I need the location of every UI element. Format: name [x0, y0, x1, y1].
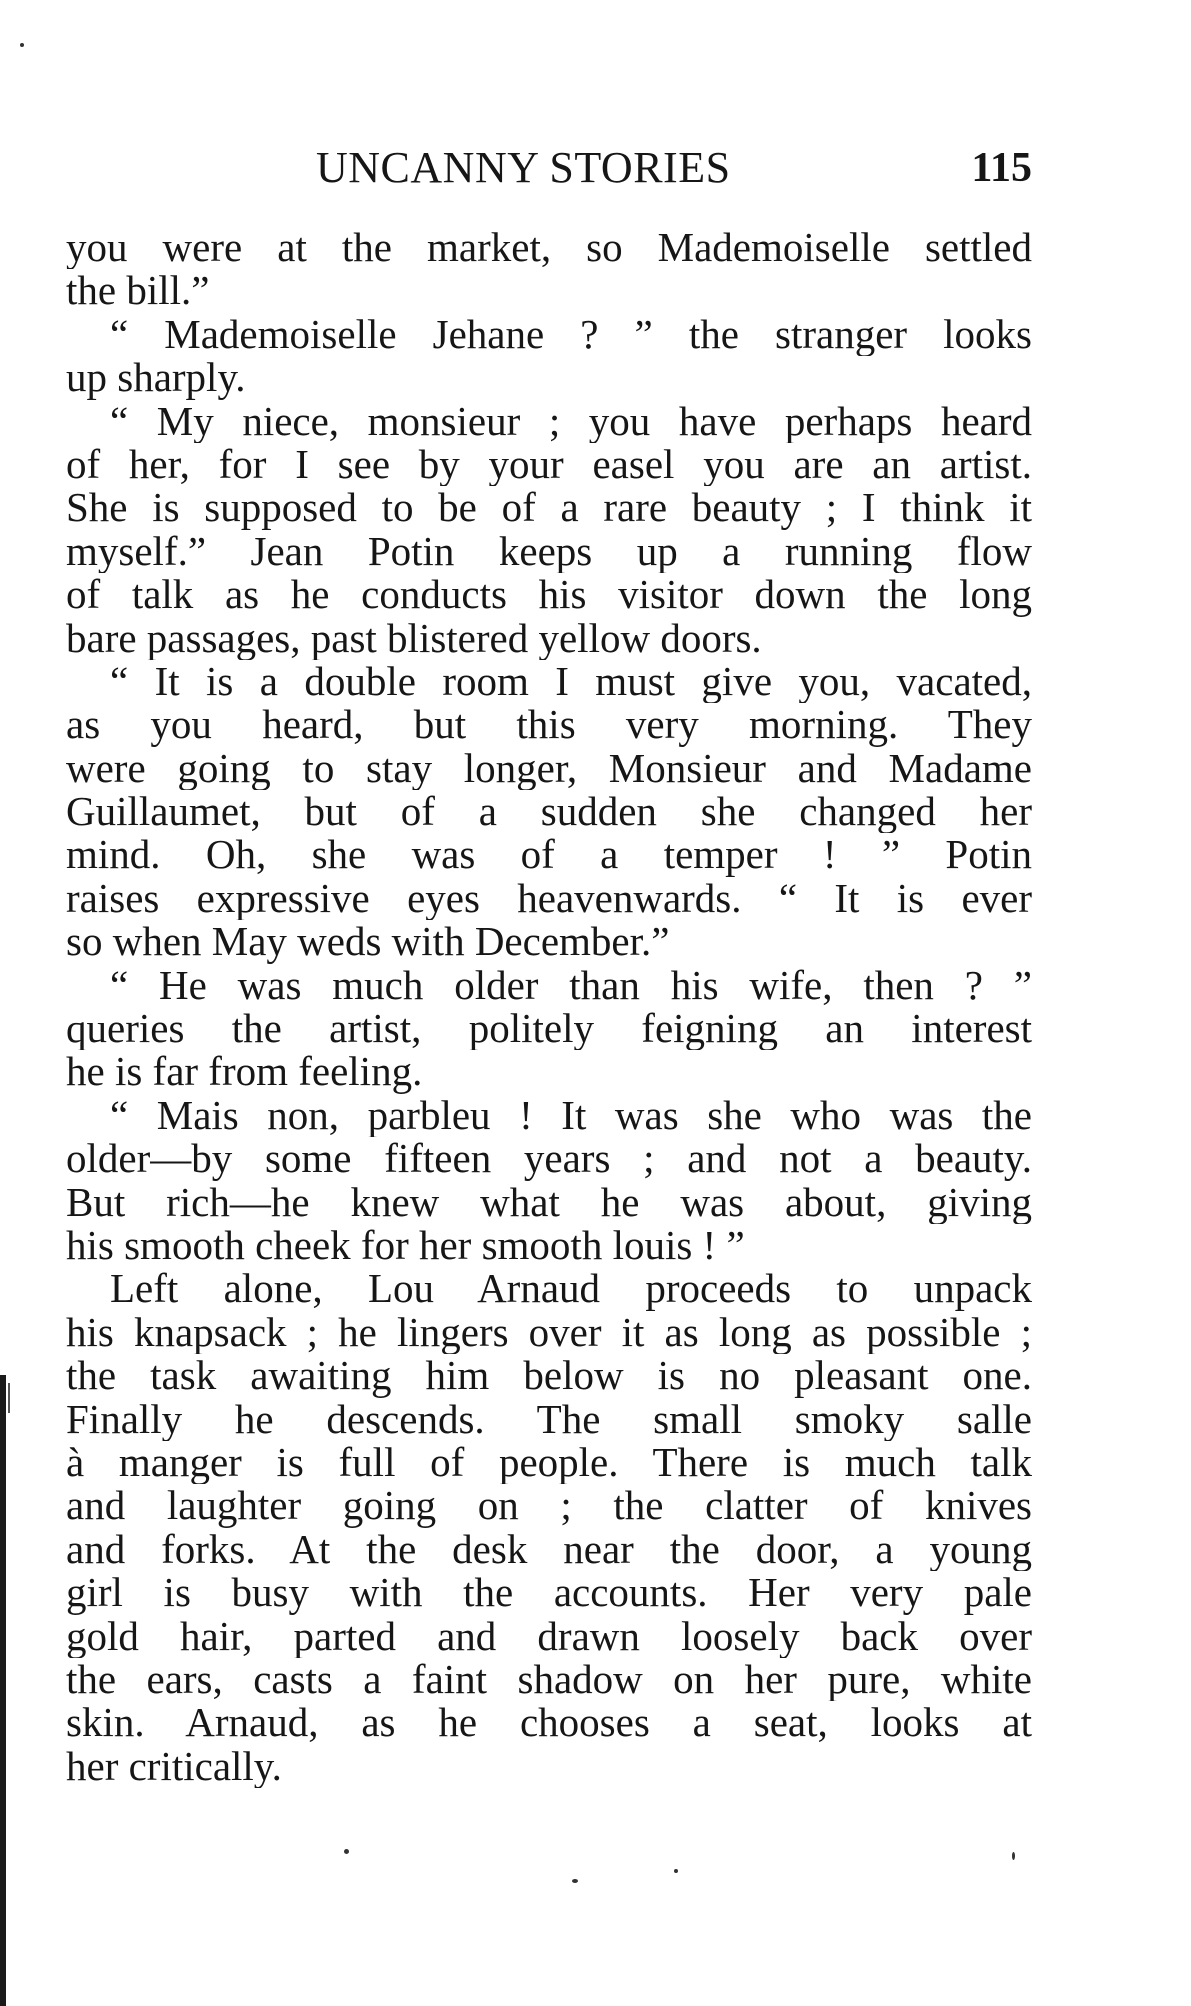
text-line: She is supposed to be of a rare beauty ; I think it — [66, 486, 1032, 530]
text-line: and laughter going on ; the clatter of knives — [66, 1484, 1032, 1528]
page-edge-mark — [8, 1383, 10, 1413]
text-line: mind. Oh, she was of a temper ! ” Potin — [66, 833, 1032, 877]
text-line: myself.” Jean Potin keeps up a running flow — [66, 529, 1032, 574]
print-speck — [20, 43, 24, 47]
text-line: the bill.” — [66, 269, 210, 313]
print-speck — [572, 1879, 578, 1883]
text-line: older—by some fifteen years ; and not a beauty. — [66, 1137, 1032, 1181]
running-header — [66, 138, 1032, 198]
text-line: he is far from feeling. — [66, 1050, 423, 1094]
page-number: 115 — [971, 145, 1032, 191]
text-line: “ He was much older than his wife, then ? ” — [110, 963, 1032, 1008]
text-line: “ It is a double room I must give you, vacated, — [110, 659, 1032, 704]
text-line: his smooth cheek for her smooth louis ! ” — [66, 1223, 745, 1268]
print-speck — [1012, 1852, 1015, 1860]
text-line: Left alone, Lou Arnaud proceeds to unpack — [110, 1267, 1032, 1311]
text-line: and forks. At the desk near the door, a young — [66, 1527, 1032, 1572]
text-line: But rich—he knew what he was about, giving — [66, 1180, 1032, 1224]
running-title: UNCANNY STORIES — [316, 143, 731, 192]
text-line: the task awaiting him below is no pleasant one. — [66, 1354, 1032, 1398]
text-line: gold hair, parted and drawn loosely back over — [66, 1614, 1032, 1658]
text-line: so when May weds with December.” — [66, 920, 670, 964]
text-line: Guillaumet, but of a sudden she changed her — [66, 790, 1032, 834]
text-line: her critically. — [66, 1744, 282, 1789]
text-line: queries the artist, politely feigning an interest — [66, 1007, 1032, 1051]
print-speck — [344, 1849, 349, 1854]
text-line: raises expressive eyes heavenwards. “ It is ever — [66, 876, 1032, 921]
text-line: his knapsack ; he lingers over it as long as possible ; — [66, 1310, 1032, 1355]
print-speck — [674, 1869, 678, 1873]
text-line: the ears, casts a faint shadow on her pure, white — [66, 1657, 1032, 1702]
text-line: bare passages, past blistered yellow doors. — [66, 616, 762, 660]
text-line: you were at the market, so Mademoiselle settled — [66, 226, 1032, 270]
text-line: were going to stay longer, Monsieur and Madame — [66, 746, 1032, 791]
text-line: à manger is full of people. There is much talk — [66, 1440, 1032, 1485]
text-line: girl is busy with the accounts. Her very pale — [66, 1571, 1032, 1615]
text-line: as you heard, but this very morning. They — [66, 703, 1032, 747]
text-line: Finally he descends. The small smoky salle — [66, 1397, 1032, 1441]
page-binding-shadow — [0, 1375, 6, 2006]
text-line: “ Mais non, parbleu ! It was she who was the — [110, 1093, 1032, 1138]
body-text — [66, 226, 1032, 1788]
text-line: “ Mademoiselle Jehane ? ” the stranger looks — [110, 312, 1032, 357]
text-line: “ My niece, monsieur ; you have perhaps heard — [110, 399, 1032, 443]
text-line: up sharply. — [66, 356, 246, 400]
text-line: of talk as he conducts his visitor down the long — [66, 573, 1032, 617]
text-line: of her, for I see by your easel you are an artist. — [66, 442, 1032, 487]
text-line: skin. Arnaud, as he chooses a seat, looks at — [66, 1701, 1032, 1745]
